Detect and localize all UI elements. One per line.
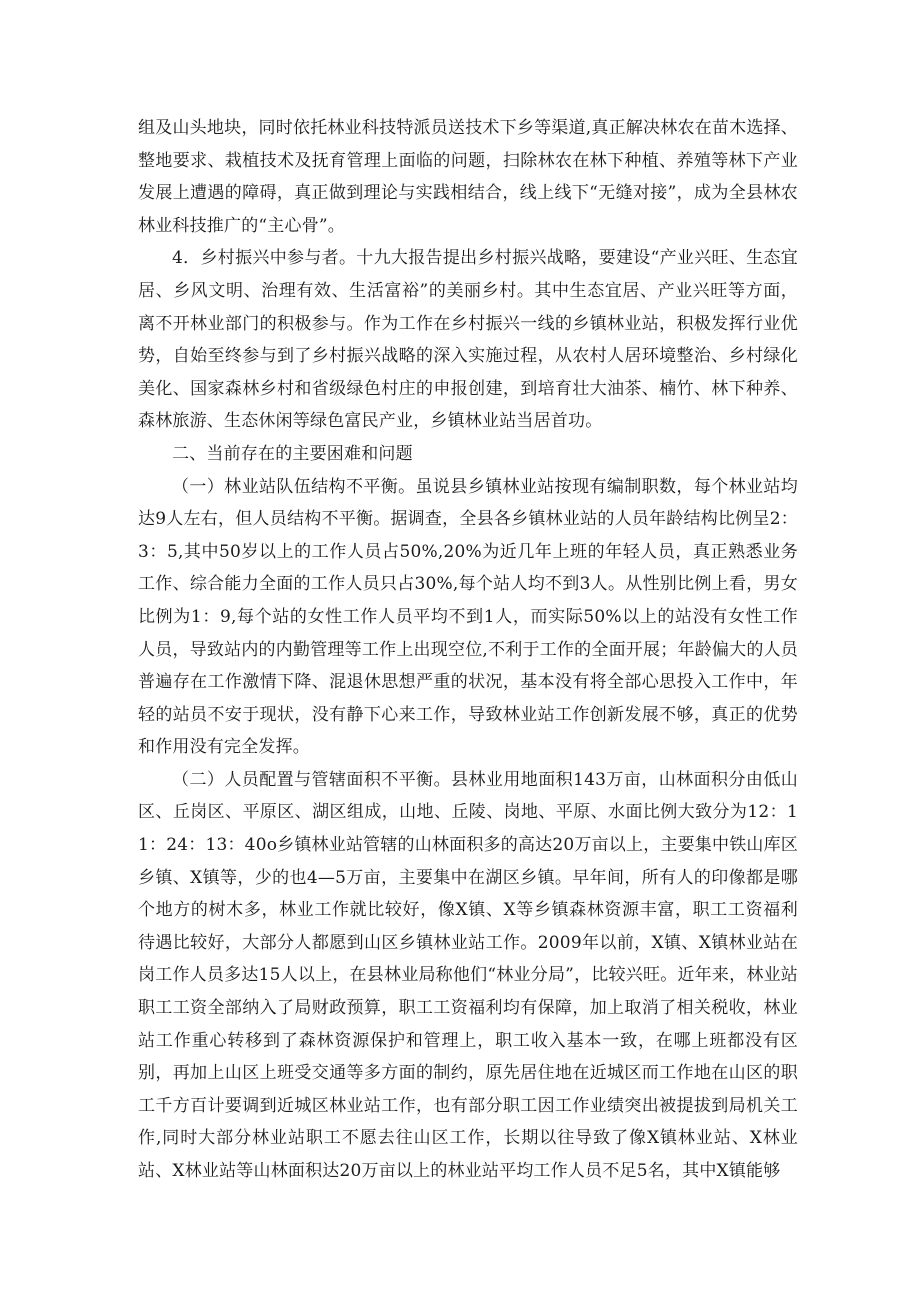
paragraph-team-structure: （一）林业站队伍结构不平衡。虽说县乡镇林业站按现有编制职数，每个林业站均达9人左右，但人员结构不平衡。据调查，全县各乡镇林业站的人员年龄结构比例呈2：3：5,其中50岁以上的工作人员占50%,20%为近几年上班的年轻人员，真正熟悉业务工作、综合能力全面的工作人员只占30%,每个站人均不到3人。从性别比例上看，男女比例为1：9,每个站的女性工作人员平均不到1人，而实际50%以上的站没有女性工作人员，导致站内的内勤管理等工作上出现空位,不利于工作的全面开展；年龄偏大的人员普遍存在工作激情下降、混退休思想严重的状况，基本没有将全部心思投入工作中，年轻的站员不安于现状，没有静下心来工作，导致林业站工作创新发展不够，真正的优势和作用没有完全发挥。	[138, 476, 798, 758]
paragraph-staff-allocation: （二）人员配置与管辖面积不平衡。县林业用地面积143万亩，山林面积分由低山区、丘岗区、平原区、湖区组成，山地、丘陵、岗地、平原、水面比例大致分为12：11：24：13：40o乡镇林业站管辖的山林面积多的高达20万亩以上，主要集中铁山库区乡镇、X镇等，少的也4—5万亩，主要集中在湖区乡镇。早年间，所有人的印像都是哪个地方的树木多，林业工作就比较好，像X镇、X等乡镇森林资源丰富，职工工资福利待遇比较好，大部分人都愿到山区乡镇林业站工作。2009年以前，X镇、X镇林业站在岗工作人员多达15人以上，在县林业局称他们“林业分局”，比较兴旺。近年来，林业站职工工资全部纳入了局财政预算，职工工资福利均有保障，加上取消了相关税收，林业站工作重心转移到了森林资源保护和管理上，职工收入基本一致，在哪上班都没有区别，再加上山区上班受交通等多方面的制约，原先居住地在近城区而工作地在山区的职工千方百计要调到近城区林业站工作，也有部分职工因工作业绩突出被提拔到局机关工作,同时大部分林业站职工不愿去往山区工作，长期以往导致了像X镇林业站、X林业站、X林业站等山林面积达20万亩以上的林业站平均工作人员不足5名，其中X镇能够	[138, 769, 798, 1181]
paragraph-rural-revitalization: 4．乡村振兴中参与者。十九大报告提出乡村振兴战略，要建设“产业兴旺、生态宜居、乡风文明、治理有效、生活富裕”的美丽乡村。其中生态宜居、产业兴旺等方面，离不开林业部门的积极参与。作为工作在乡村振兴一线的乡镇林业站，积极发挥行业优势，自始至终参与到了乡村振兴战略的深入实施过程，从农村人居环境整治、乡村绿化美化、国家森林乡村和省级绿色村庄的申报创建，到培育壮大油茶、楠竹、林下种养、森林旅游、生态休闲等绿色富民产业，乡镇林业站当居首功。	[138, 248, 798, 432]
paragraph-continuation: 组及山头地块，同时依托林业科技特派员送技术下乡等渠道,真正解决林农在苗木选择、整地要求、栽植技术及抚育管理上面临的问题，扫除林农在林下种植、养殖等林下产业发展上遭遇的障碍，真正做到理论与实践相结合，线上线下“无缝对接”，成为全县林农林业科技推广的“主心骨”。	[138, 118, 798, 236]
section-heading-problems: 二、当前存在的主要困难和问题	[172, 443, 413, 464]
